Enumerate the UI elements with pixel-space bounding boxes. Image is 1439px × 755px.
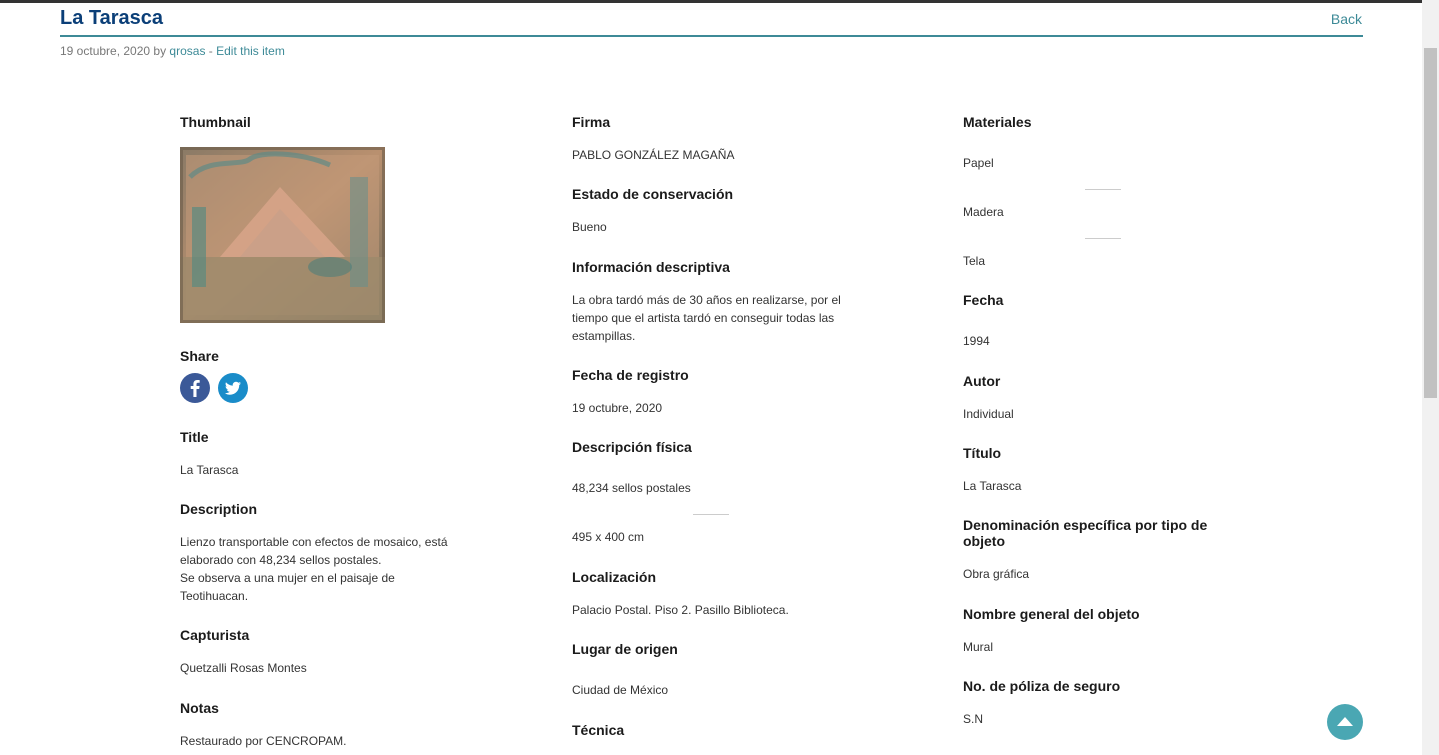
firma-label: Firma bbox=[572, 114, 611, 130]
poliza-label: No. de póliza de seguro bbox=[963, 678, 1121, 694]
edit-item-link[interactable]: Edit this item bbox=[216, 44, 285, 58]
lugar-label: Lugar de origen bbox=[572, 641, 678, 657]
notas-label: Notas bbox=[180, 700, 219, 716]
value-divider bbox=[693, 514, 729, 515]
nombre-general-label: Nombre general del objeto bbox=[963, 606, 1140, 622]
desc-fisica-label: Descripción física bbox=[572, 439, 692, 455]
nombre-general-value: Mural bbox=[963, 640, 994, 654]
page-header bbox=[60, 6, 1363, 37]
facebook-share-button[interactable] bbox=[180, 373, 210, 403]
denominacion-label: Denominación específica por tipo de objeto bbox=[963, 517, 1208, 549]
back-link[interactable]: Back bbox=[1330, 11, 1362, 27]
meta-separator: - bbox=[205, 44, 217, 58]
notas-value: Restaurado por CENCROPAM. bbox=[180, 734, 347, 748]
fecha-registro-value: 19 octubre, 2020 bbox=[572, 401, 663, 415]
thumbnail-label: Thumbnail bbox=[180, 114, 251, 130]
description-label: Description bbox=[180, 501, 258, 517]
info-label: Información descriptiva bbox=[572, 259, 730, 275]
materiales-value: Papel bbox=[963, 156, 994, 170]
scrollbar-thumb[interactable] bbox=[1424, 48, 1437, 398]
denominacion-value: Obra gráfica bbox=[963, 567, 1030, 581]
thumbnail-image[interactable] bbox=[180, 147, 385, 323]
author-link[interactable]: qrosas bbox=[169, 44, 206, 58]
value-divider bbox=[1085, 189, 1121, 190]
scroll-to-top-button[interactable] bbox=[1327, 704, 1363, 740]
twitter-share-button[interactable] bbox=[218, 373, 248, 403]
description-line: Se observa a una mujer en el paisaje de bbox=[180, 571, 395, 585]
materiales-label: Materiales bbox=[963, 114, 1032, 130]
titulo-label: Título bbox=[963, 445, 1002, 461]
capturista-label: Capturista bbox=[180, 627, 250, 643]
page-title: La Tarasca bbox=[60, 7, 164, 29]
tecnica-label: Técnica bbox=[572, 722, 625, 738]
desc-fisica-value: 495 x 400 cm bbox=[572, 530, 645, 544]
autor-value: Individual bbox=[963, 407, 1014, 421]
materiales-value: Madera bbox=[963, 205, 1004, 219]
item-meta bbox=[60, 44, 285, 58]
description-line: Teotihuacan. bbox=[180, 589, 249, 603]
materiales-value: Tela bbox=[963, 254, 986, 268]
localizacion-value: Palacio Postal. Piso 2. Pasillo Biblioteca. bbox=[572, 603, 789, 617]
description-line: elaborado con 48,234 sellos postales. bbox=[180, 553, 382, 567]
share-label: Share bbox=[180, 348, 219, 364]
info-line: La obra tardó más de 30 años en realizarse, por el bbox=[572, 293, 841, 307]
autor-label: Autor bbox=[963, 373, 1001, 389]
fecha-registro-label: Fecha de registro bbox=[572, 367, 689, 383]
firma-value: PABLO GONZÁLEZ MAGAÑA bbox=[572, 148, 735, 162]
description-line: Lienzo transportable con efectos de mosaico, está bbox=[180, 535, 448, 549]
value-divider bbox=[1085, 238, 1121, 239]
title-value: La Tarasca bbox=[180, 463, 239, 477]
twitter-icon bbox=[218, 373, 248, 403]
meta-date: 19 octubre, 2020 by bbox=[60, 44, 170, 58]
facebook-icon bbox=[180, 373, 210, 403]
estado-label: Estado de conservación bbox=[572, 186, 734, 202]
top-bar bbox=[0, 0, 1422, 3]
title-label: Title bbox=[180, 429, 209, 445]
arrow-up-icon bbox=[1337, 717, 1353, 727]
info-line: tiempo que el artista tardó en conseguir todas las bbox=[572, 311, 835, 325]
lugar-value: Ciudad de México bbox=[572, 683, 669, 697]
localizacion-label: Localización bbox=[572, 569, 657, 585]
poliza-value: S.N bbox=[963, 712, 984, 726]
capturista-value: Quetzalli Rosas Montes bbox=[180, 661, 307, 675]
info-line: estampillas. bbox=[572, 329, 636, 343]
fecha-label: Fecha bbox=[963, 292, 1004, 308]
desc-fisica-value: 48,234 sellos postales bbox=[572, 481, 691, 495]
estado-value: Bueno bbox=[572, 220, 607, 234]
titulo-value: La Tarasca bbox=[963, 479, 1022, 493]
fecha-value: 1994 bbox=[963, 334, 990, 348]
